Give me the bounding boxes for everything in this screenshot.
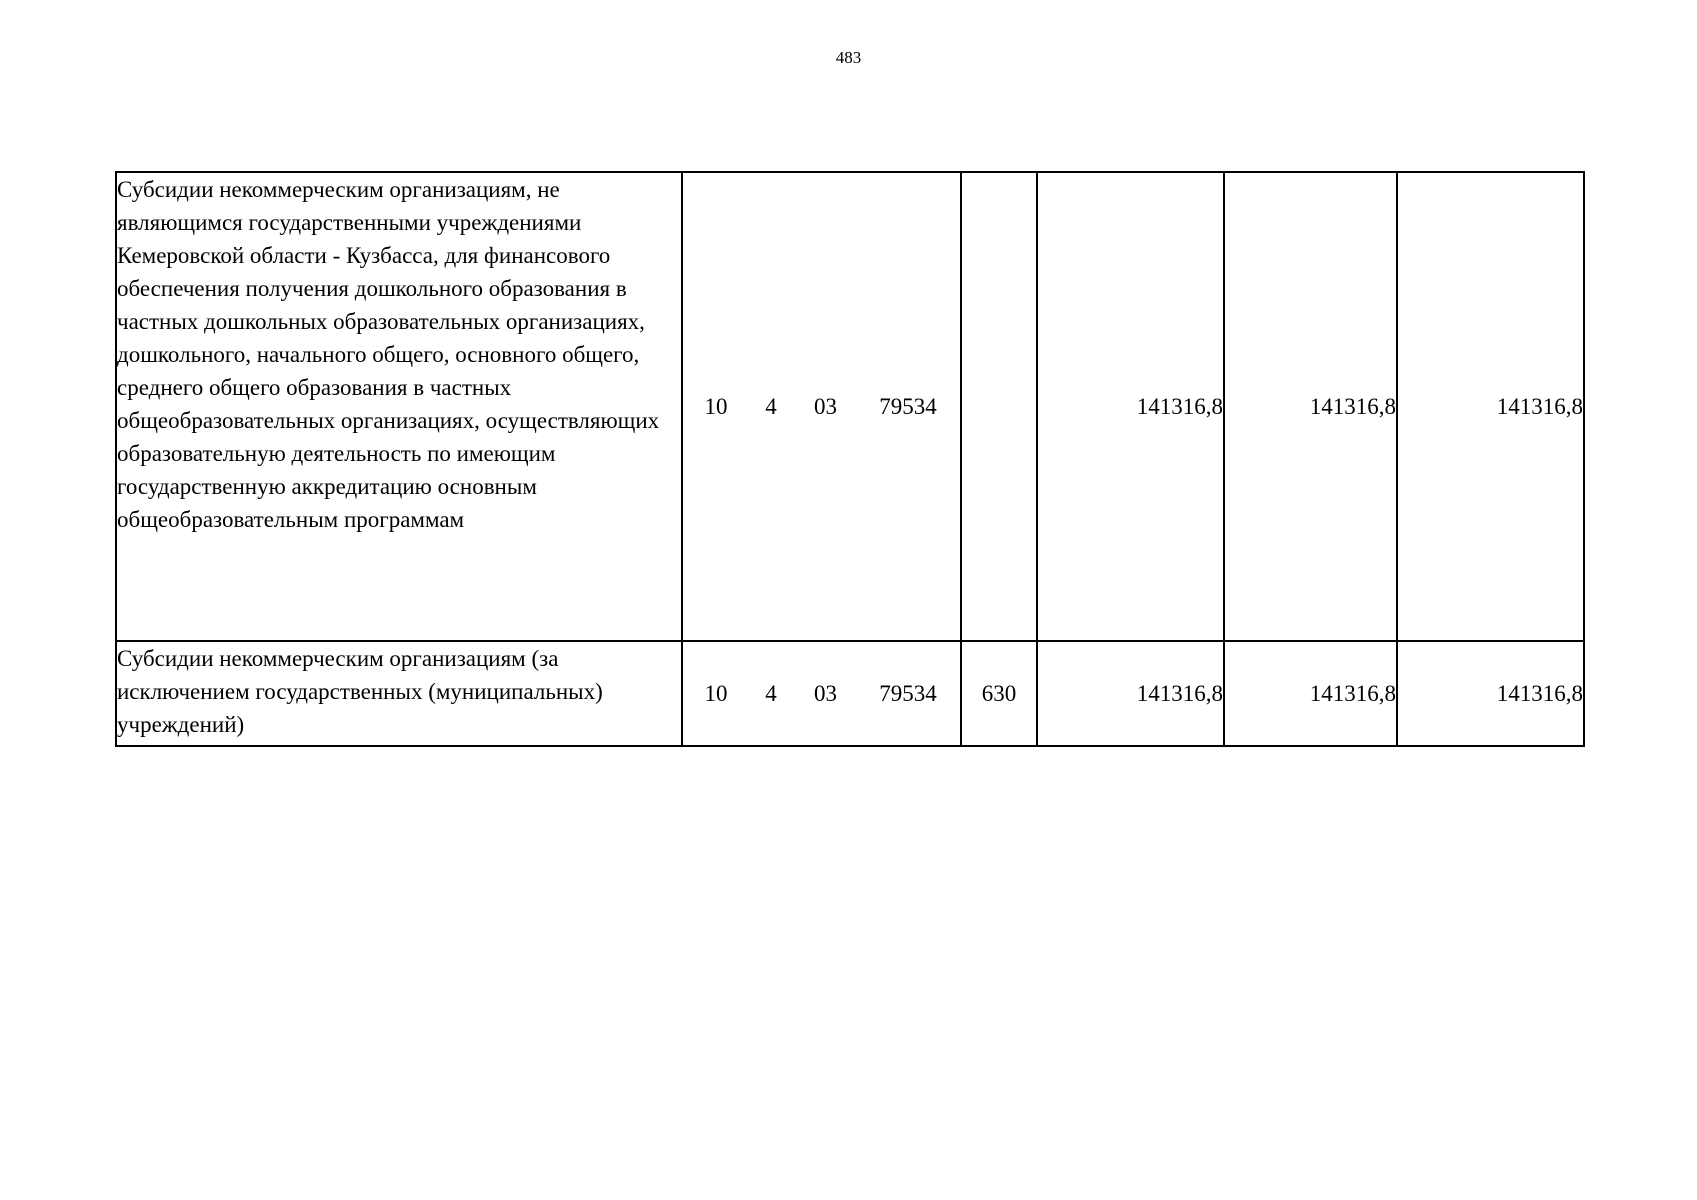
row-description: Субсидии некоммерческим организациям (за исключением государственных (муниципальных) учреждений) (116, 641, 682, 746)
direction-code: 79534 (879, 394, 937, 419)
amount-year-1: 141316,8 (1037, 172, 1224, 641)
direction-code: 79534 (879, 681, 937, 706)
budget-table (115, 171, 1585, 747)
subprogram-code: 03 (814, 681, 837, 706)
subprogram-code: 03 (814, 394, 837, 419)
budget-classification-codes (682, 641, 961, 746)
amount-year-2: 141316,8 (1224, 641, 1397, 746)
budget-classification-codes (682, 172, 961, 641)
table-row (116, 172, 1584, 641)
amount-year-1: 141316,8 (1037, 641, 1224, 746)
row-description: Субсидии некоммерческим организациям, не являющимся государственными учреждениями Кемеровской области - Кузбасса, для финансового обеспечения получения дошкольного образования в частных дошкольных образовательных организациях, дошкольного, начального общего, основного общего, среднего общего образования в частных общеобразовательных организациях, осуществляющих образовательную деятельность по имеющим государственную аккредитацию основным общеобразовательным программам (116, 172, 682, 641)
section-code: 10 (704, 681, 728, 706)
amount-year-3: 141316,8 (1397, 172, 1584, 641)
section-code: 10 (704, 394, 728, 419)
expense-type-code: 630 (961, 641, 1037, 746)
group-code: 4 (765, 394, 777, 419)
group-code: 4 (765, 681, 777, 706)
amount-year-2: 141316,8 (1224, 172, 1397, 641)
table-row (116, 641, 1584, 746)
page-number: 483 (835, 48, 862, 67)
expense-type-code (961, 172, 1037, 641)
amount-year-3: 141316,8 (1397, 641, 1584, 746)
